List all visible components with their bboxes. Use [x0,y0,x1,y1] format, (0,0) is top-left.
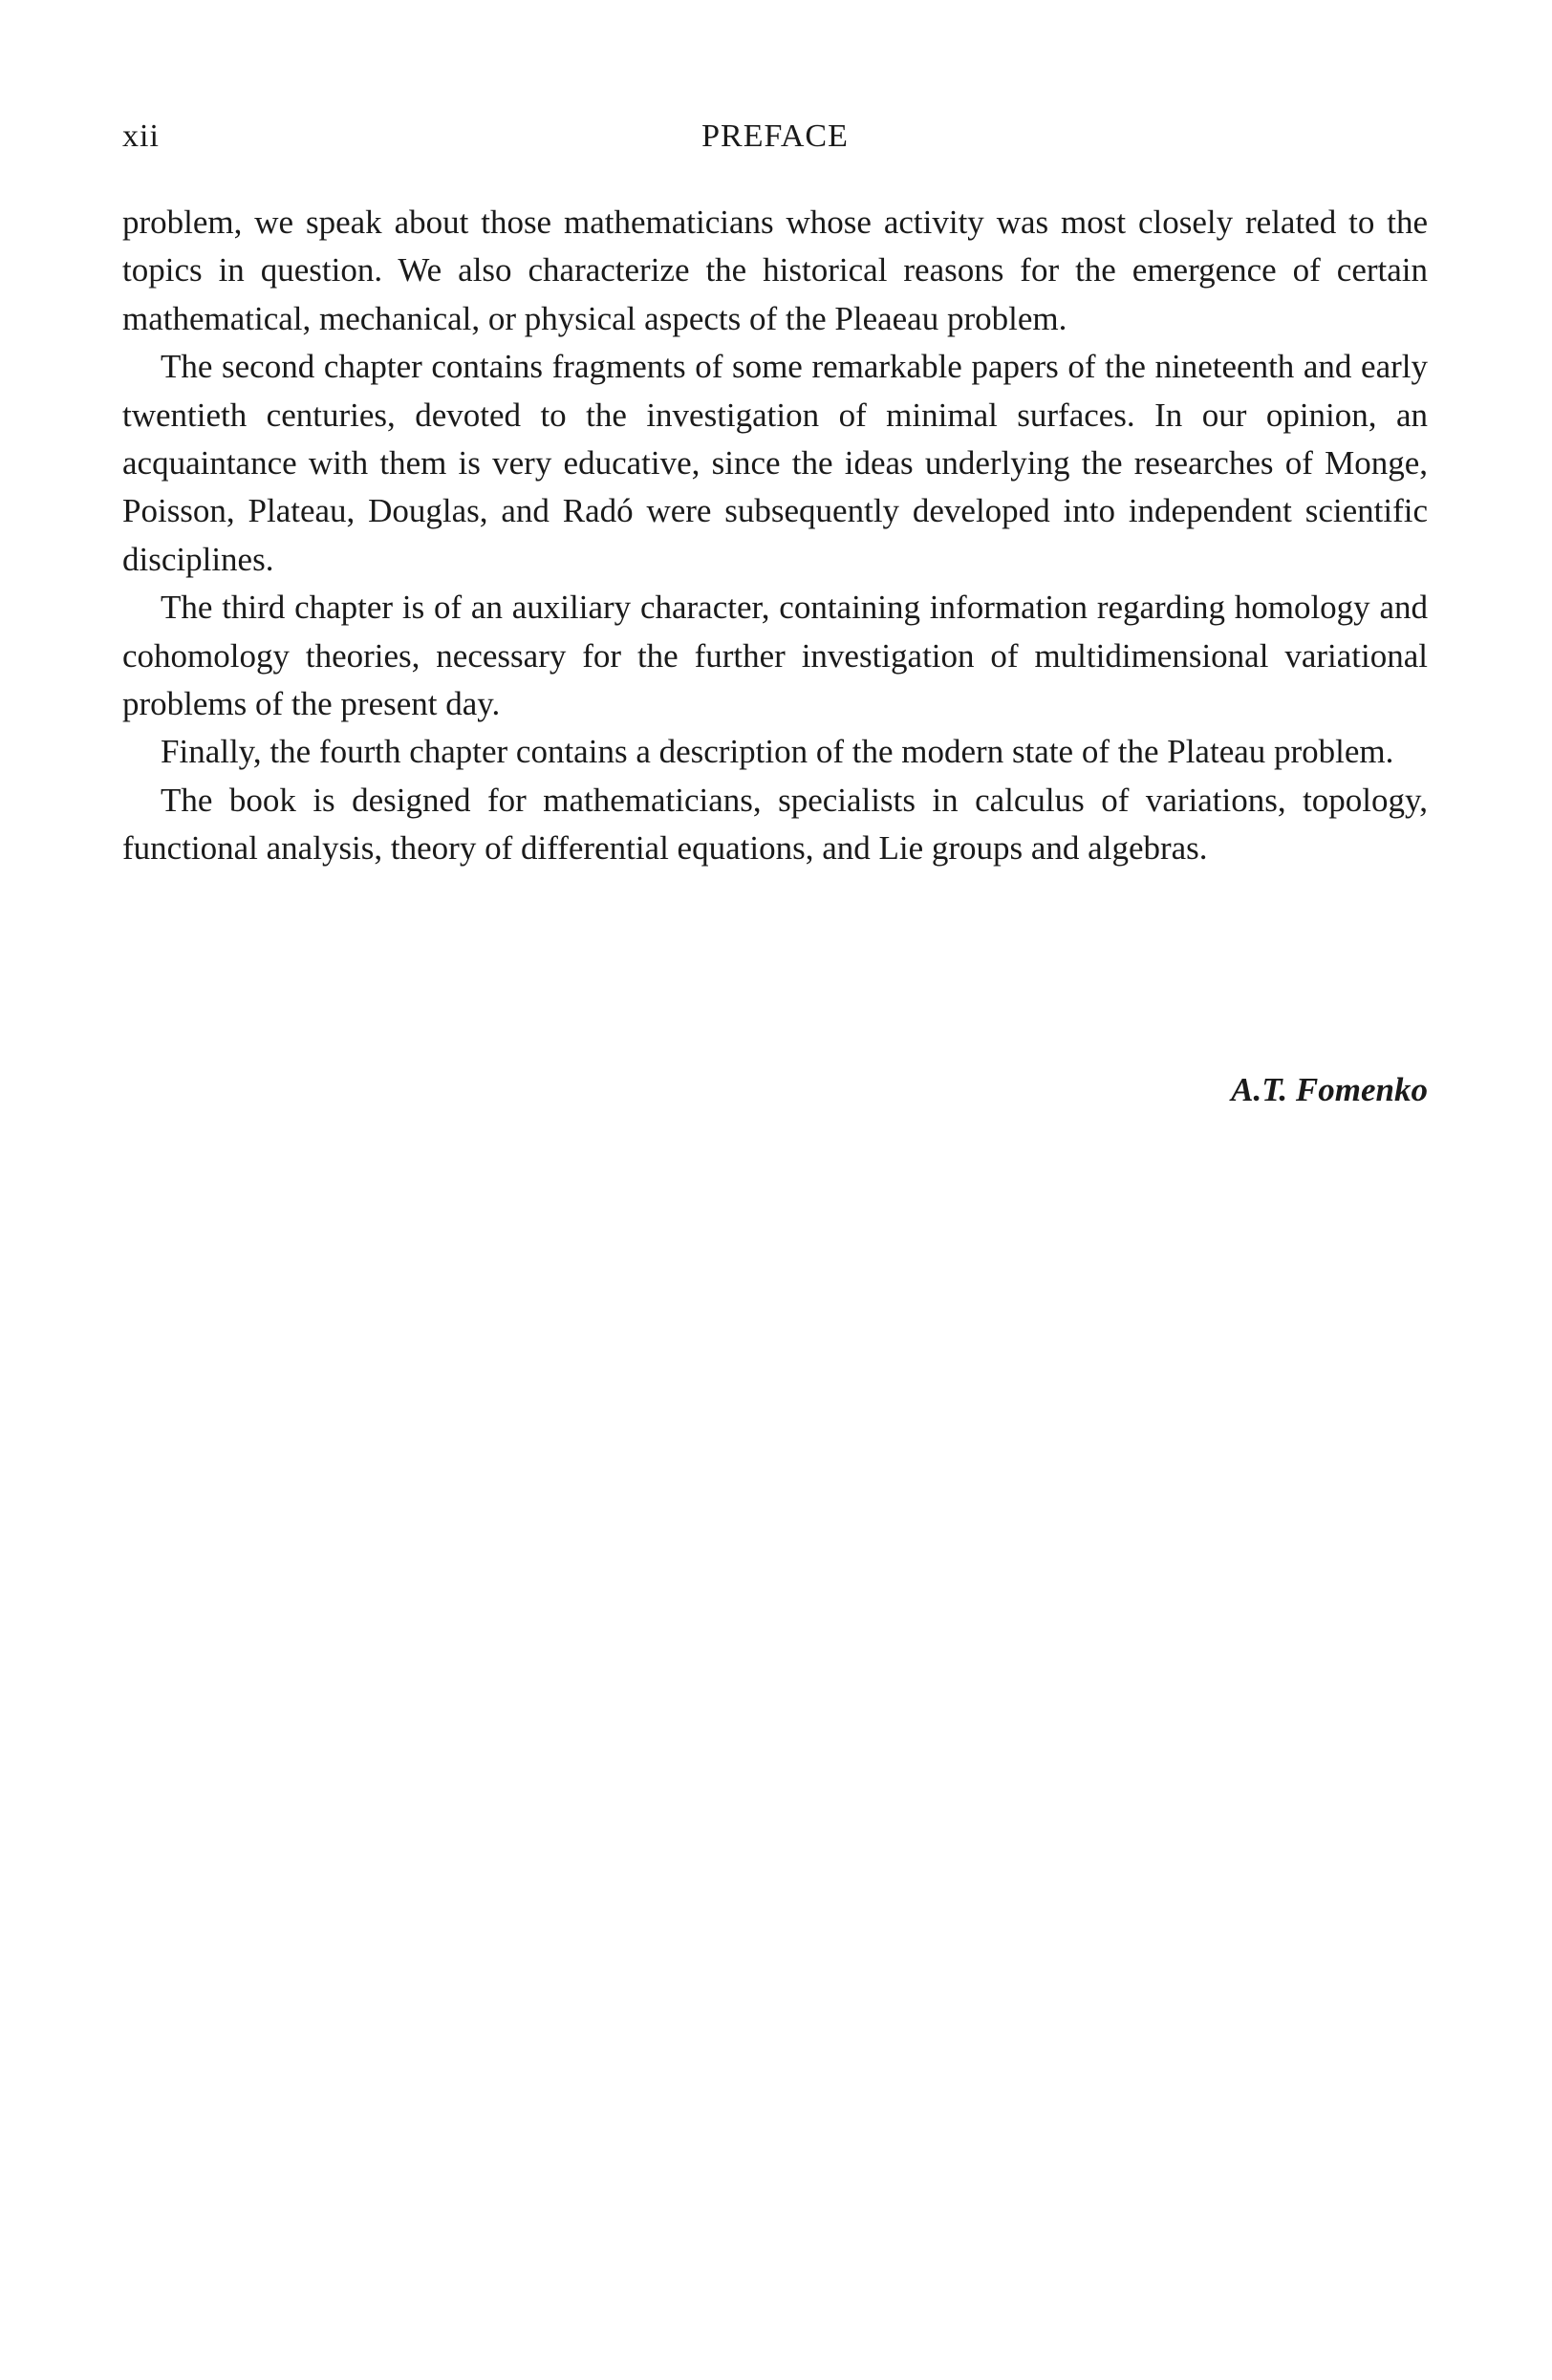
paragraph-third-chapter: The third chapter is of an auxiliary character, containing information regarding homology and cohomology theories, necessary for the further investigation of multidimensional variational problems of the present day. [122,589,1428,723]
page-number: xii [122,118,160,154]
running-head [122,113,1428,161]
paragraph-fourth-chapter: Finally, the fourth chapter contains a description of the modern state of the Plateau problem. [161,733,1394,771]
paragraph-audience: The book is designed for mathematicians, specialists in calculus of variations, topology, functional analysis, theory of differential equations, and Lie groups and algebras. [122,781,1428,868]
author-signature: A.T. Fomenko [1231,1071,1428,1108]
paragraph-second-chapter: The second chapter contains fragments of some remarkable papers of the nineteenth and early twentieth centuries, devoted to the investigation of minimal surfaces. In our opinion, an acquaintance with them is very educative, since the ideas underlying the researches of Monge, Poisson, Plateau, Douglas, and Radó were subsequently developed into independent scientific disciplines. [122,348,1428,578]
running-title: PREFACE [701,118,849,154]
paragraph-continued: problem, we speak about those mathematicians whose activity was most closely related to the topics in question. We also characterize the historical reasons for the emergence of certain mathematical, mechanical, or physical aspects of the Pleaeau problem. [122,204,1428,337]
preface-body [122,199,1428,873]
